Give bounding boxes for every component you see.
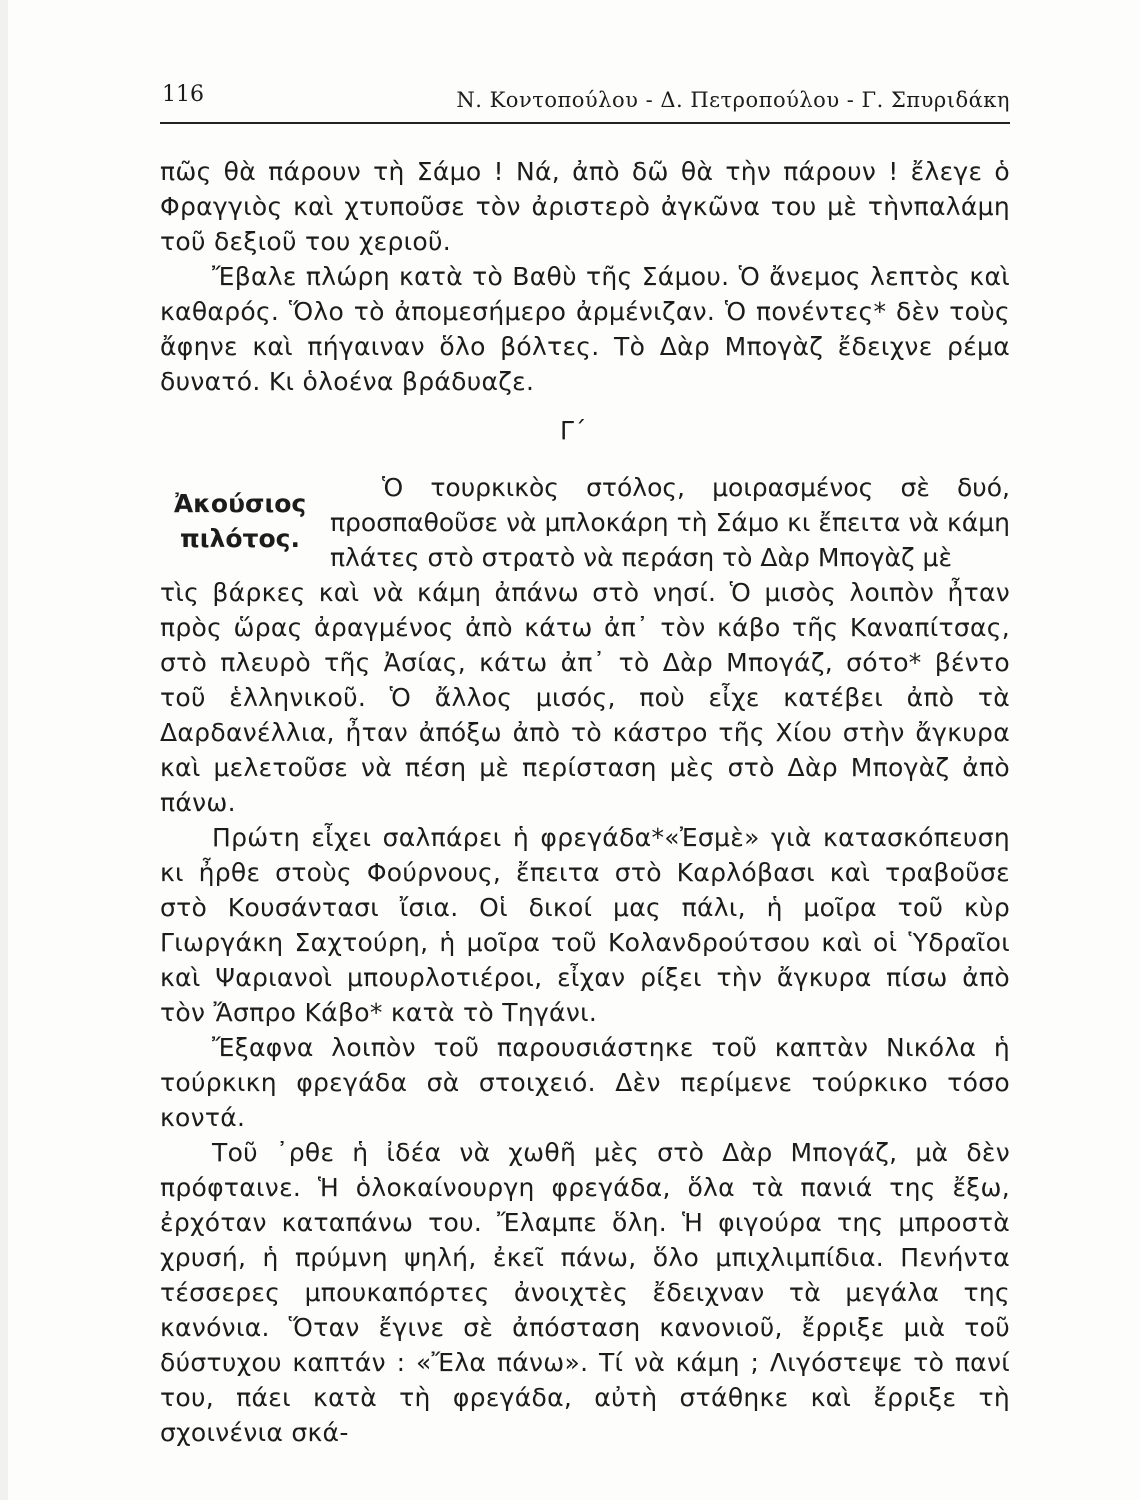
page-header [160, 82, 1010, 124]
paragraph-3-start: Ὁ τουρκικὸς στόλος, μοιρασμένος σὲ δυό, προσπαθοῦσε νὰ μπλοκάρη τὴ Σάμο κι ἔπειτα νὰ κάμη πλάτες στὸ στρατὸ νὰ περάση τὸ Δὰρ Μπογὰζ μὲ [330, 473, 1010, 572]
paragraph-3-continued: τὶς βάρκες καὶ νὰ κάμη ἀπάνω στὸ νησί. Ὁ μισὸς λοιπὸν ἦταν πρὸς ὥρας ἀραγμένος ἀπὸ κάτω ἀπ᾿ τὸν κάβο τῆς Καναπίτσας, στὸ πλευρὸ τῆς Ἀσίας, κάτω ἀπ᾿ τὸ Δὰρ Μπογάζ, σότο* βέντο τοῦ ἑλληνικοῦ. Ὁ ἄλλος μισός, ποὺ εἶχε κατέβει ἀπὸ τὰ Δαρδανέλλια, ἦταν ἀπόξω ἀπὸ τὸ κάστρο τῆς Χίου στὴν ἄγκυρα καὶ μελετοῦσε νὰ πέση μὲ περίσταση μὲς στὸ Δὰρ Μπογὰζ ἀπὸ πάνω. [160, 578, 1010, 817]
page-edge-shadow [0, 0, 8, 1500]
paragraph-2: Ἔβαλε πλώρη κατὰ τὸ Βαθὺ τῆς Σάμου. Ὁ ἄνεμος λεπτὸς καὶ καθαρός. Ὅλο τὸ ἀπομεσήμερο ἀρμένιζαν. Ὁ πονέντες* δὲν τοὺς ἄφηνε καὶ πήγαιναν ὅλο βόλτες. Τὸ Δὰρ Μπογὰζ ἔδειχνε ρέμα δυνατό. Κι ὁλοένα βράδυαζε. [160, 262, 1010, 396]
section-number: Γ΄ [560, 416, 587, 445]
text-block-top [160, 154, 1010, 399]
paragraph-5: Ἔξαφνα λοιπὸν τοῦ παρουσιάστηκε τοῦ καπτὰν Νικόλα ἡ τούρκικη φρεγάδα σὰ στοιχειό. Δὲν περίμενε τούρκικο τόσο κοντά. [160, 1033, 1010, 1132]
running-head-authors: Ν. Κοντοπούλου - Δ. Πετροπούλου - Γ. Σπυριδάκη [456, 88, 1010, 112]
text-beside-heading [330, 470, 1010, 575]
paragraph-1: πῶς θὰ πάρουν τὴ Σάμο ! Νά, ἀπὸ δῶ θὰ τὴν πάρουν ! ἔλεγε ὁ Φραγγιὸς καὶ χτυποῦσε τὸν ἀριστερὸ ἀγκῶνα του μὲ τὴνπαλάμη τοῦ δεξιοῦ του χεριοῦ. [160, 157, 1010, 256]
paragraph-4: Πρώτη εἶχει σαλπάρει ἡ φρεγάδα*«Ἐσμὲ» γιὰ κατασκόπευση κι ἦρθε στοὺς Φούρνους, ἔπειτα στὸ Καρλόβασι καὶ τραβοῦσε στὸ Κουσάντασι ἴσια. Οἱ δικοί μας πάλι, ἡ μοῖρα τοῦ κὺρ Γιωργάκη Σαχτούρη, ἡ μοῖρα τοῦ Κολανδρούτσου καὶ οἱ Ὑδραῖοι καὶ Ψαριανοὶ μπουρλοτιέροι, εἶχαν ρίξει τὴν ἄγκυρα πίσω ἀπὸ τὸν Ἄσπρο Κάβο* κατὰ τὸ Τηγάνι. [160, 823, 1010, 1027]
text-block-main [160, 575, 1010, 1450]
paragraph-6: Τοῦ ᾿ρθε ἡ ἰδέα νὰ χωθῆ μὲς στὸ Δὰρ Μπογάζ, μὰ δὲν πρόφταινε. Ἡ ὁλοκαίνουργη φρεγάδα, ὅλα τὰ πανιά της ἔξω, ἐρχόταν καταπάνω του. Ἔλαμπε ὅλη. Ἡ φιγούρα της μπροστὰ χρυσή, ἡ πρύμνη ψηλή, ἐκεῖ πάνω, ὅλο μπιχλιμπίδια. Πενήντα τέσσερες μπουκαπόρτες ἀνοιχτὲς ἔδειχναν τὰ μεγάλα της κανόνια. Ὅταν ἔγινε σὲ ἀπόσταση κανονιοῦ, ἔρριξε μιὰ τοῦ δύστυχου καπτάν : «Ἔλα πάνω». Τί νὰ κάμη ; Λιγόστεψε τὸ πανί του, πάει κατὰ τὴ φρεγάδα, αὐτὴ στάθηκε καὶ ἔρριξε τὴ σχοινένια σκά- [160, 1138, 1010, 1447]
margin-heading: Ἀκούσιος πιλότος. [173, 489, 307, 553]
page-number: 116 [162, 82, 204, 107]
